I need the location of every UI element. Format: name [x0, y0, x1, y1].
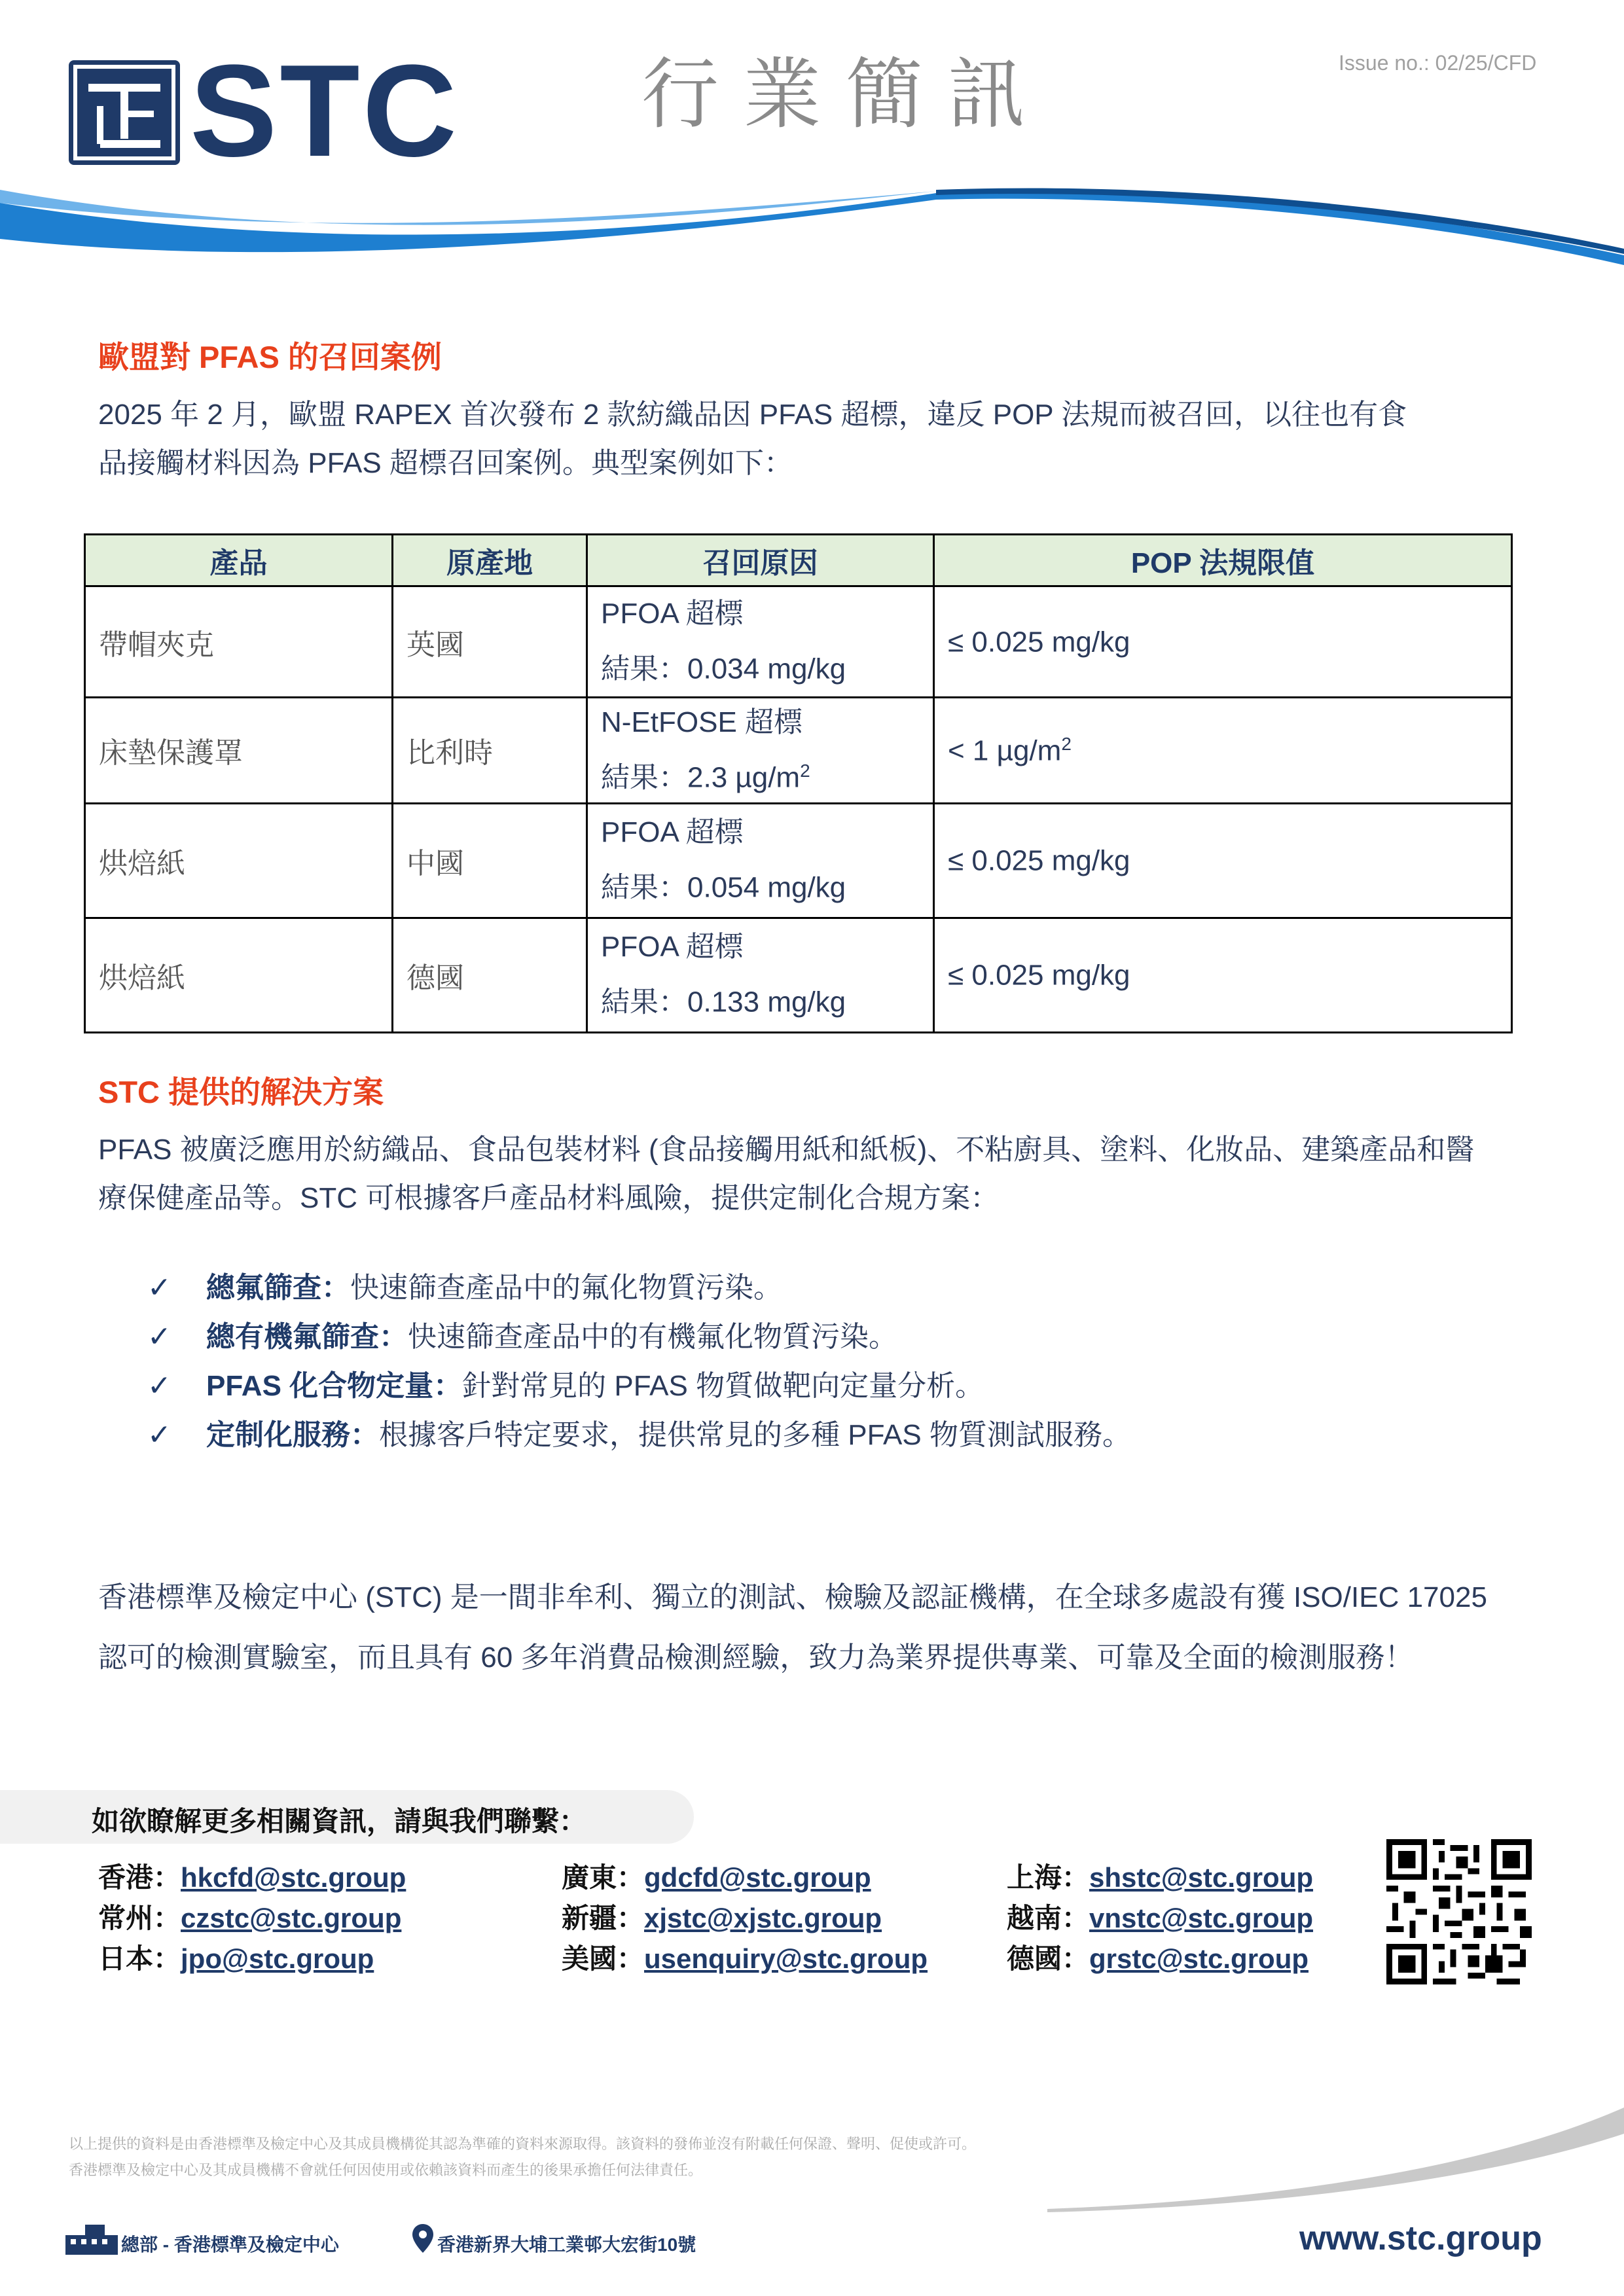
about-paragraph: [98, 1568, 1545, 1688]
solutions-intro-line-2: 療保健產品等。STC 可根據客戶產品材料風險，提供定制化合規方案：: [98, 1182, 1000, 1214]
table-row: [85, 918, 1512, 1032]
result-text: 結果：0.054 mg/kg: [601, 871, 846, 904]
header-reason: 召回原因: [587, 535, 934, 586]
contact-shanghai: 上海：shstc@stc.group: [1007, 1862, 1314, 1893]
recalls-intro-line-2: 品接觸材料因為 PFAS 超標召回案例。典型案例如下：: [98, 447, 793, 479]
cell-reason: [587, 698, 934, 804]
cell-limit: < 1 $\mu g/m^2$: [934, 698, 1512, 804]
document-title: 行業簡訊: [641, 49, 1051, 139]
solutions-intro-line-1: PFAS 被廣泛應用於紡織品、食品包裝材料 (食品接觸用紙和紙板)、不粘廚具、塗料、化妝品、建築產品和醫: [98, 1134, 1475, 1166]
header-origin: 原產地: [393, 535, 587, 586]
checkmark-icon: ✓: [147, 1370, 171, 1402]
cell-limit: ≤ 0.025 mg/kg: [934, 803, 1512, 918]
website-link[interactable]: www.stc.group: [1299, 2219, 1542, 2257]
table-header-row: [85, 535, 1512, 586]
item-text: 快速篩查產品中的有機氟化物質污染。: [408, 1321, 897, 1353]
headquarters-label: 總部 - 香港標準及檢定中心: [121, 2234, 339, 2255]
list-item: [147, 1361, 1456, 1410]
item-label: 定制化服務：: [206, 1419, 379, 1451]
cell-origin: 中國: [393, 803, 587, 918]
contact-changzhou: 常州：czstc@stc.group: [98, 1903, 402, 1933]
contact-hongkong: 香港：hkcfd@stc.group: [98, 1862, 406, 1893]
cell-product: 烘焙紙: [85, 803, 393, 918]
recalls-intro-line-1: 2025 年 2 月，歐盟 RAPEX 首次發布 2 款紡織品因 PFAS 超標，違反 POP 法規而被召回，以往也有食: [98, 399, 1407, 431]
cell-product: 帶帽夾克: [85, 586, 393, 698]
disclaimer-line-1: 以上提供的資料是由香港標準及檢定中心及其成員機構從其認為準確的資料來源取得。該資料的發佈並沒有附載任何保證、聲明、促使或許可。: [69, 2136, 977, 2152]
checkmark-icon: ✓: [147, 1321, 171, 1353]
checkmark-icon: ✓: [147, 1272, 171, 1304]
stc-emblem-icon: [69, 60, 180, 165]
cell-reason: [587, 586, 934, 698]
email-link[interactable]: shstc@stc.group: [1089, 1862, 1314, 1893]
email-link[interactable]: usenquiry@stc.group: [644, 1943, 928, 1974]
item-text: 根據客戶特定要求，提供常見的多種 PFAS 物質測試服務。: [379, 1419, 1131, 1451]
table-row: [85, 698, 1512, 804]
result-text: 結果：2.3 $\mu g/m^2$: [601, 761, 810, 794]
item-text: 針對常見的 PFAS 物質做靶向定量分析。: [462, 1370, 984, 1402]
reason-text: N-EtFOSE 超標: [601, 706, 803, 738]
section-heading-solutions: STC 提供的解決方案: [98, 1075, 384, 1109]
reason-text: PFOA 超標: [601, 598, 744, 630]
issue-number: Issue no.: 02/25/CFD: [1339, 51, 1537, 75]
contact-usa: 美國：usenquiry@stc.group: [562, 1943, 928, 1974]
cell-reason: [587, 918, 934, 1032]
item-text: 快速篩查產品中的氟化物質污染。: [350, 1272, 782, 1304]
recalls-intro-paragraph: [98, 391, 1545, 488]
item-label: 總氟篩查：: [206, 1272, 350, 1304]
section-heading-recalls: 歐盟對 PFAS 的召回案例: [98, 340, 442, 374]
cell-reason: [587, 803, 934, 918]
location-pin-icon: [412, 2224, 433, 2253]
about-line-2: 認可的檢測實驗室，而且具有 60 多年消費品檢測經驗，致力為業界提供專業、可靠及全面的檢測服務！: [98, 1641, 1414, 1674]
email-link[interactable]: vnstc@stc.group: [1089, 1903, 1314, 1933]
contact-xinjiang: 新疆：xjstc@xjstc.group: [562, 1903, 882, 1933]
reason-text: PFOA 超標: [601, 816, 744, 849]
contact-guangdong: 廣東：gdcfd@stc.group: [562, 1862, 871, 1893]
reason-text: PFOA 超標: [601, 931, 744, 963]
footer-swoosh: [1047, 2094, 1624, 2212]
header-swoosh: [0, 177, 1624, 275]
cell-origin: 英國: [393, 586, 587, 698]
item-label: 總有機氟篩查：: [206, 1321, 408, 1353]
solutions-checklist: [147, 1263, 1456, 1460]
checkmark-icon: ✓: [147, 1419, 171, 1451]
solutions-intro-paragraph: [98, 1126, 1545, 1223]
email-link[interactable]: jpo@stc.group: [181, 1943, 374, 1974]
email-link[interactable]: gdcfd@stc.group: [644, 1862, 871, 1893]
table-row: [85, 586, 1512, 698]
cell-product: 烘焙紙: [85, 918, 393, 1032]
cell-origin: 比利時: [393, 698, 587, 804]
email-link[interactable]: grstc@stc.group: [1089, 1943, 1309, 1974]
list-item: [147, 1410, 1456, 1460]
result-text: 結果：0.133 mg/kg: [601, 986, 846, 1018]
email-link[interactable]: czstc@stc.group: [181, 1903, 402, 1933]
recall-cases-table: [84, 533, 1513, 1033]
header-product: 產品: [85, 535, 393, 586]
header-pop-limit: POP 法規限值: [934, 535, 1512, 586]
result-text: 結果：0.034 mg/kg: [601, 653, 846, 685]
contact-germany: 德國：grstc@stc.group: [1007, 1943, 1309, 1974]
list-item: [147, 1263, 1456, 1312]
building-icon: [65, 2222, 118, 2255]
contact-vietnam: 越南：vnstc@stc.group: [1007, 1903, 1314, 1933]
disclaimer-line-2: 香港標準及檢定中心及其成員機構不會就任何因使用或依賴該資料而產生的後果承擔任何法律責任。: [69, 2162, 703, 2178]
address-label: 香港新界大埔工業邨大宏街10號: [437, 2234, 696, 2255]
about-line-1: 香港標準及檢定中心 (STC) 是一間非牟利、獨立的測試、檢驗及認証機構，在全球多處設有獲 ISO/IEC 17025: [98, 1581, 1487, 1613]
cell-limit: ≤ 0.025 mg/kg: [934, 918, 1512, 1032]
cell-origin: 德國: [393, 918, 587, 1032]
cell-product: 床墊保護罩: [85, 698, 393, 804]
contact-japan: 日本：jpo@stc.group: [98, 1943, 374, 1974]
item-label: PFAS 化合物定量：: [206, 1370, 463, 1402]
stc-logo-mark: [69, 60, 180, 165]
table-row: [85, 803, 1512, 918]
list-item: [147, 1312, 1456, 1361]
cell-limit: ≤ 0.025 mg/kg: [934, 586, 1512, 698]
email-link[interactable]: xjstc@xjstc.group: [644, 1903, 882, 1933]
qr-code[interactable]: [1386, 1839, 1532, 1984]
contact-heading: 如欲瞭解更多相關資訊，請與我們聯繫：: [92, 1806, 587, 1837]
email-link[interactable]: hkcfd@stc.group: [181, 1862, 406, 1893]
stc-logo-text: STC: [190, 38, 460, 184]
